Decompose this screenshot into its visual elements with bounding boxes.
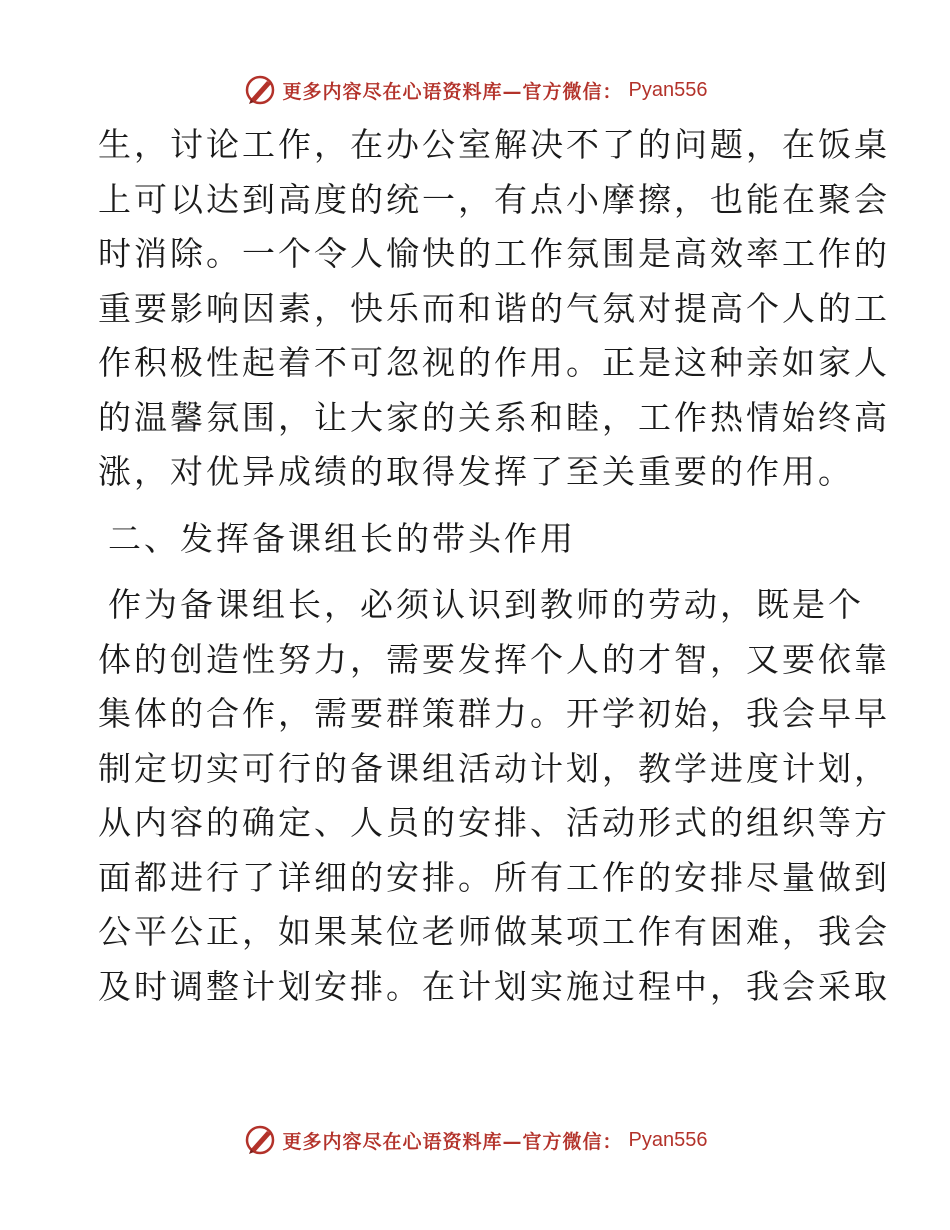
text-line: 重要影响因素，快乐而和谐的气氛对提高个人的工 (98, 288, 890, 328)
text-line: 上可以达到高度的统一，有点小摩擦，也能在聚会 (98, 179, 890, 219)
pen-logo-icon (243, 73, 277, 107)
paragraph-1 (98, 118, 890, 500)
text-line: 公平公正，如果某位老师做某项工作有困难，我会 (98, 912, 890, 951)
text-line: 的温馨氛围，让大家的关系和睦，工作热情始终高 (98, 397, 890, 437)
banner-text: 更多内容尽在心语资料库—官方微信： (282, 80, 623, 103)
text-line: 制定切实可行的备课组活动计划，教学进度计划， (98, 748, 890, 788)
text-line: 生，讨论工作，在办公室解决不了的问题，在饭桌 (98, 125, 890, 164)
text-line: 及时调整计划安排。在计划实施过程中，我会采取 (98, 966, 890, 1006)
text-line: 体的创造性努力，需要发挥个人的才智，又要依靠 (98, 639, 890, 679)
text-line: 作为备课组长，必须认识到教师的劳动，既是个 (108, 585, 864, 624)
footer-banner (0, 1120, 950, 1160)
paragraph-2 (98, 578, 890, 1014)
header-banner (0, 70, 950, 110)
text-line: 集体的合作，需要群策群力。开学初始，我会早早 (98, 694, 890, 733)
pen-logo-icon (243, 1123, 277, 1157)
banner-wechat-id: Pyan556 (628, 78, 708, 101)
section-heading: 二、发挥备课组长的带头作用 (108, 518, 576, 558)
text-line: 作积极性起着不可忽视的作用。正是这种亲如家人 (98, 343, 890, 382)
banner-wechat-id: Pyan556 (628, 1128, 708, 1151)
banner-text: 更多内容尽在心语资料库—官方微信： (282, 1130, 623, 1153)
text-line: 时消除。一个令人愉快的工作氛围是高效率工作的 (98, 234, 890, 273)
document-body (98, 118, 890, 1014)
text-line: 涨，对优异成绩的取得发挥了至关重要的作用。 (98, 452, 854, 491)
text-line: 面都进行了详细的安排。所有工作的安排尽量做到 (98, 857, 890, 897)
text-line: 从内容的确定、人员的安排、活动形式的组织等方 (98, 803, 890, 842)
